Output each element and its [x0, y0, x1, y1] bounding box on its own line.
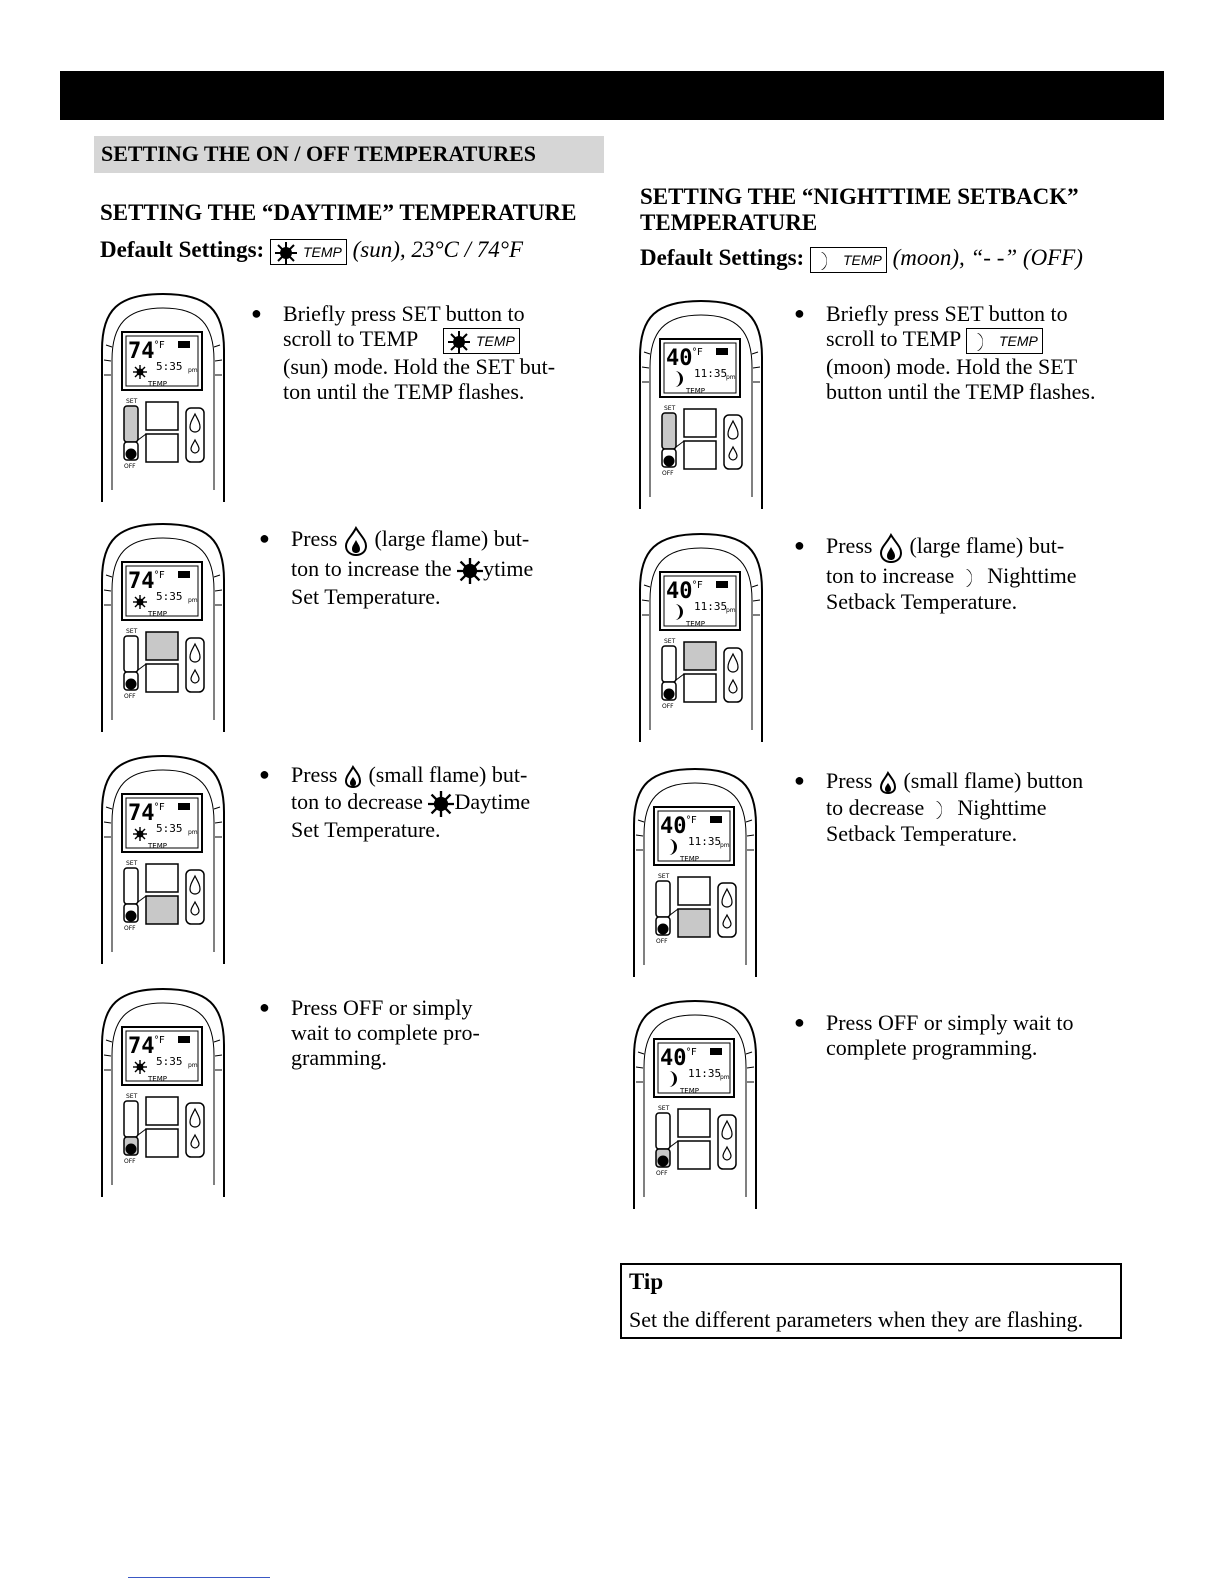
remote-control-icon — [98, 290, 228, 502]
svg-text:SET: SET — [664, 405, 676, 412]
svg-text:OFF: OFF — [662, 470, 674, 477]
nighttime-step-2: ● Press (large flame) but- ton to increase Nighttime Setback Temperature. — [794, 533, 1077, 614]
tip-title: Tip — [629, 1269, 664, 1294]
moon-icon — [930, 799, 952, 821]
remote-control-icon — [636, 297, 766, 509]
svg-text:OFF: OFF — [662, 703, 674, 710]
svg-text:OFF: OFF — [124, 1158, 136, 1165]
footer-link-underline — [128, 1577, 270, 1578]
nighttime-heading: SETTING THE “NIGHTTIME SETBACK” TEMPERATURE — [640, 184, 1079, 235]
daytime-step-1: ● Briefly press SET button to scroll to TEMP TEMP (sun) mode. Hold the SET but- ton until the TEMP flashes. — [251, 301, 556, 404]
svg-text:OFF: OFF — [656, 938, 668, 945]
small-flame-icon — [878, 771, 898, 795]
daytime-step-4: ● Press OFF or simply wait to complete pro- gramming. — [259, 995, 480, 1070]
nighttime-step-3: ● Press (small flame) button to decrease Nighttime Setback Temperature. — [794, 768, 1084, 846]
section-title: SETTING THE ON / OFF TEMPERATURES — [101, 141, 536, 166]
svg-text:pm: pm — [188, 829, 198, 836]
svg-text:SET: SET — [658, 873, 670, 880]
svg-text:TEMP: TEMP — [686, 387, 705, 395]
svg-text:5:35: 5:35 — [156, 590, 183, 603]
svg-text:40: 40 — [666, 579, 693, 604]
nighttime-defaults — [640, 245, 1083, 273]
svg-text:°F: °F — [692, 580, 703, 591]
svg-text:SET: SET — [126, 1093, 138, 1100]
sun-icon — [275, 242, 297, 264]
sun-icon — [428, 791, 454, 817]
section-title-bar — [94, 136, 604, 173]
svg-text:OFF: OFF — [124, 463, 136, 470]
svg-text:°F: °F — [154, 340, 165, 351]
svg-text:TEMP: TEMP — [148, 380, 167, 388]
svg-text:TEMP: TEMP — [148, 1075, 167, 1083]
remote-control-icon — [630, 997, 760, 1209]
remote-control-icon — [630, 765, 760, 977]
sun-icon — [133, 595, 147, 609]
daytime-step-3: ● Press (small flame) but- ton to decrease Daytime Set Temperature. — [259, 762, 531, 842]
svg-text:74: 74 — [128, 339, 155, 364]
sun-temp-tag: TEMP — [270, 239, 347, 265]
svg-text:TEMP: TEMP — [686, 620, 705, 628]
moon-icon — [815, 250, 837, 272]
sun-icon — [448, 331, 470, 353]
defaults-label: Default Settings: — [640, 245, 805, 270]
svg-text:74: 74 — [128, 569, 155, 594]
moon-temp-tag: TEMP — [810, 247, 887, 273]
sun-icon — [133, 827, 147, 841]
small-flame-icon — [343, 765, 363, 789]
svg-text:OFF: OFF — [124, 925, 136, 932]
svg-text:40: 40 — [660, 814, 687, 839]
sun-icon — [457, 558, 483, 584]
svg-text:5:35: 5:35 — [156, 360, 183, 373]
moon-icon — [960, 567, 982, 589]
remote-control-icon — [98, 752, 228, 964]
svg-text:40: 40 — [666, 346, 693, 371]
svg-text:°F: °F — [154, 802, 165, 813]
svg-text:TEMP: TEMP — [680, 855, 699, 863]
sun-icon — [133, 365, 147, 379]
remote-control-icon — [636, 530, 766, 742]
tip-box — [620, 1263, 1122, 1339]
svg-text:11:35: 11:35 — [688, 835, 722, 848]
svg-text:TEMP: TEMP — [148, 842, 167, 850]
remote-control-icon — [98, 520, 228, 732]
nighttime-step-4: ● Press OFF or simply wait to complete programming. — [794, 1010, 1074, 1060]
top-black-bar — [60, 71, 1164, 120]
svg-text:OFF: OFF — [656, 1170, 668, 1177]
svg-text:°F: °F — [686, 815, 697, 826]
svg-text:11:35: 11:35 — [688, 1067, 722, 1080]
large-flame-icon — [878, 533, 904, 563]
daytime-heading: SETTING THE “DAYTIME” TEMPERATURE — [100, 200, 577, 225]
svg-text:SET: SET — [658, 1105, 670, 1112]
daytime-defaults — [100, 237, 523, 265]
defaults-label: Default Settings: — [100, 237, 265, 262]
svg-text:OFF: OFF — [124, 693, 136, 700]
svg-text:pm: pm — [188, 367, 198, 374]
svg-text:5:35: 5:35 — [156, 822, 183, 835]
svg-text:11:35: 11:35 — [694, 367, 728, 380]
svg-text:40: 40 — [660, 1046, 687, 1071]
svg-text:°F: °F — [692, 347, 703, 358]
moon-temp-tag: TEMP — [966, 328, 1043, 354]
svg-text:SET: SET — [664, 638, 676, 645]
svg-text:5:35: 5:35 — [156, 1055, 183, 1068]
daytime-step-2: ● Press (large flame) but- ton to increase the ytime Set Temperature. — [259, 526, 534, 609]
svg-text:TEMP: TEMP — [148, 610, 167, 618]
sun-temp-tag: TEMP — [443, 328, 520, 354]
svg-text:pm: pm — [720, 842, 730, 849]
defaults-value: (moon), “- -” (OFF) — [892, 245, 1083, 270]
sun-icon — [133, 1060, 147, 1074]
svg-text:pm: pm — [720, 1074, 730, 1081]
svg-text:11:35: 11:35 — [694, 600, 728, 613]
svg-text:°F: °F — [686, 1047, 697, 1058]
svg-text:pm: pm — [726, 374, 736, 381]
svg-text:74: 74 — [128, 1034, 155, 1059]
svg-text:SET: SET — [126, 860, 138, 867]
svg-text:pm: pm — [726, 607, 736, 614]
svg-text:°F: °F — [154, 1035, 165, 1046]
nighttime-step-1: ● Briefly press SET button to scroll to TEMP TEMP (moon) mode. Hold the SET button until the TEMP flashes. — [794, 301, 1096, 404]
svg-text:pm: pm — [188, 597, 198, 604]
svg-text:TEMP: TEMP — [680, 1087, 699, 1095]
remote-control-icon — [98, 985, 228, 1197]
svg-text:74: 74 — [128, 801, 155, 826]
large-flame-icon — [343, 526, 369, 556]
moon-icon — [971, 331, 993, 353]
tip-text: Set the different parameters when they are flashing. — [629, 1307, 1084, 1332]
defaults-value: (sun), 23°C / 74°F — [352, 237, 524, 262]
svg-text:SET: SET — [126, 398, 138, 405]
svg-text:SET: SET — [126, 628, 138, 635]
svg-text:pm: pm — [188, 1062, 198, 1069]
svg-text:°F: °F — [154, 570, 165, 581]
